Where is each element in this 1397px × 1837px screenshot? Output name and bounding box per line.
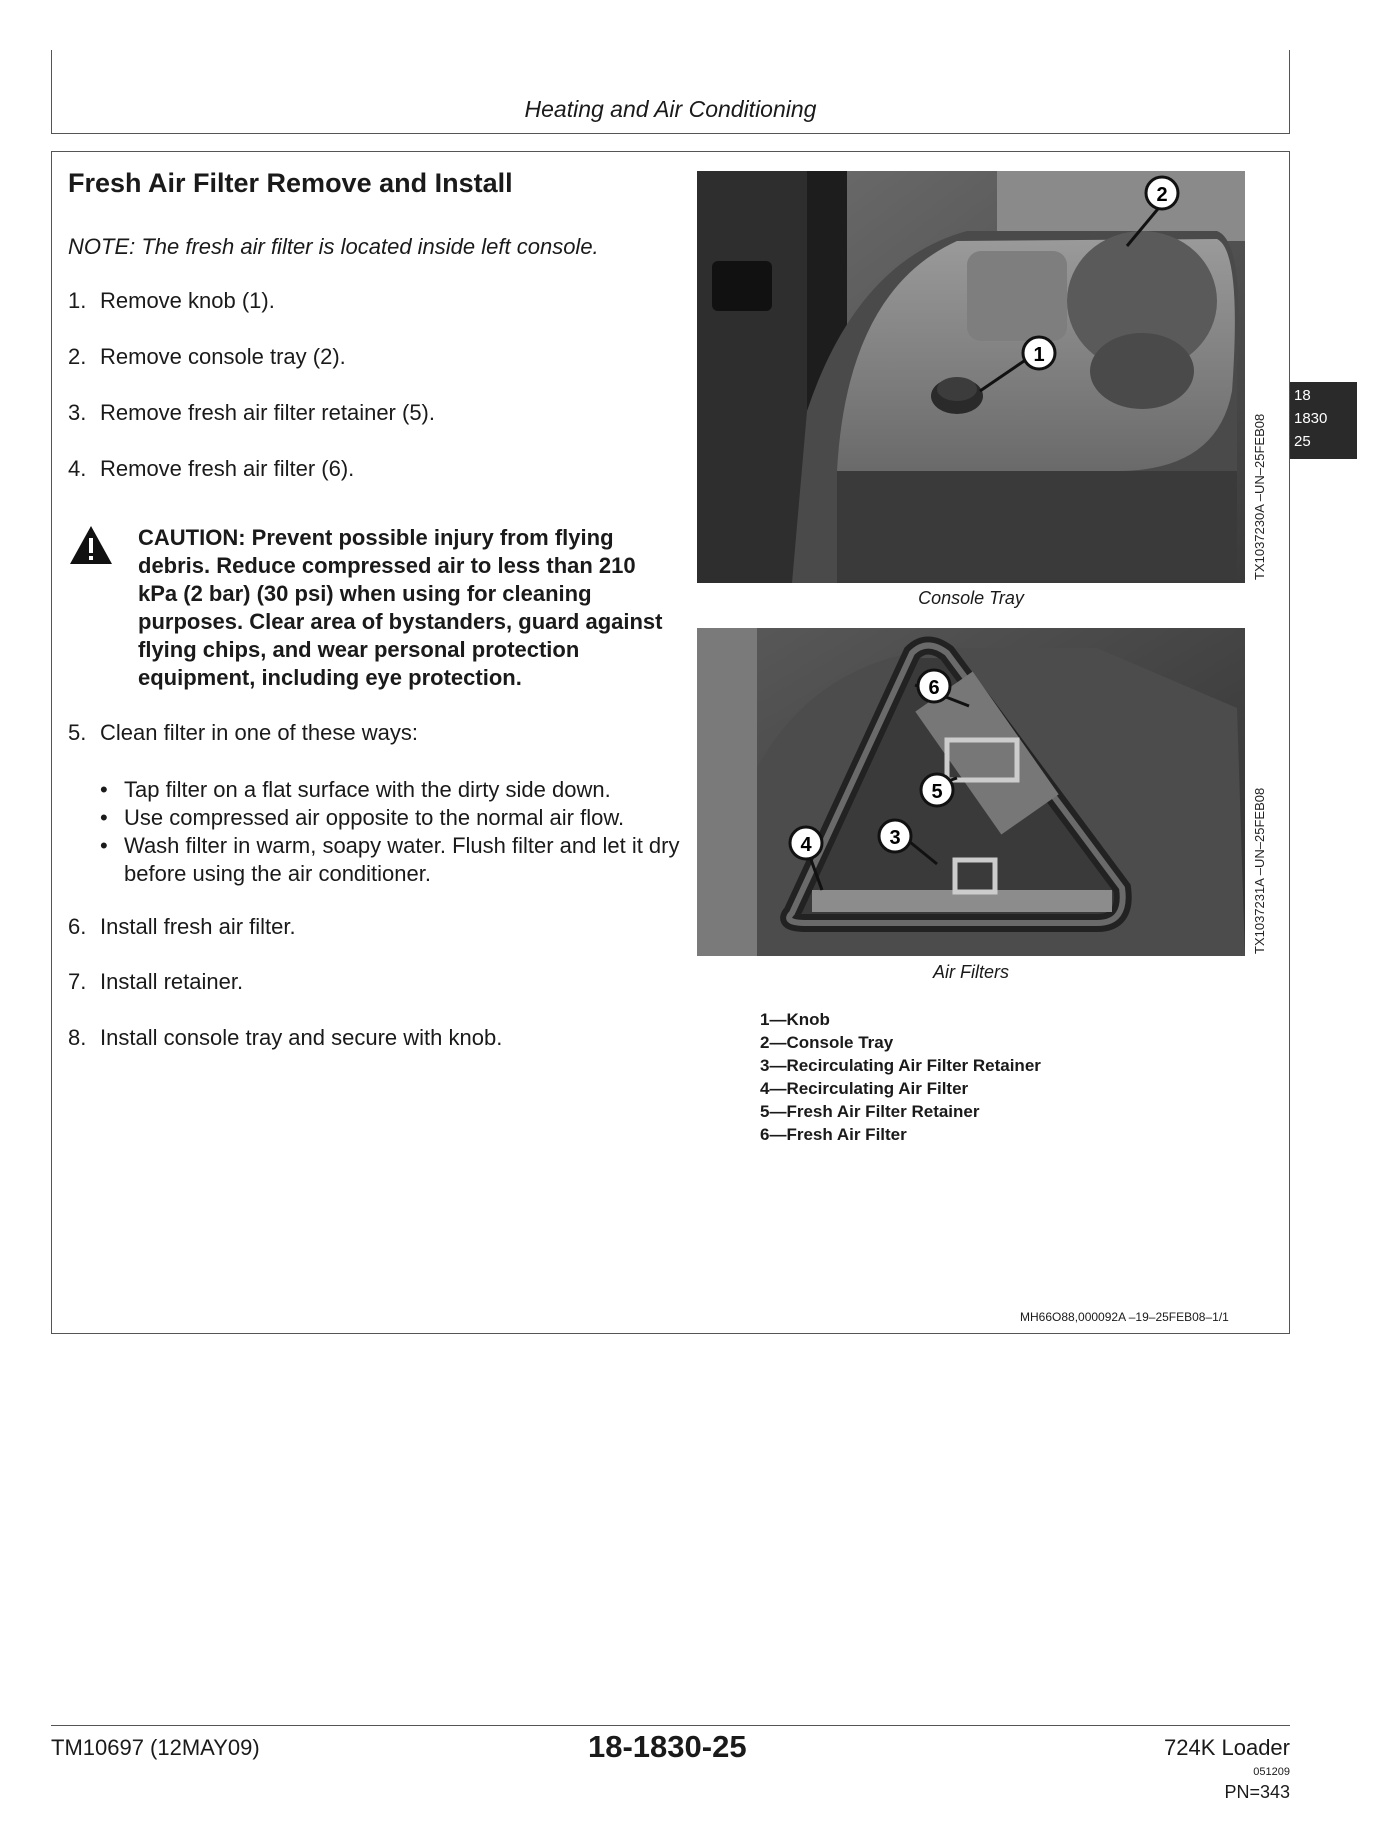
legend-item: 4—Recirculating Air Filter bbox=[760, 1079, 969, 1098]
callout-legend bbox=[760, 1008, 1041, 1146]
figure-id: TX1037231A –UN–25FEB08 bbox=[1252, 787, 1267, 954]
console-tray-photo bbox=[697, 171, 1245, 583]
step-8: 8. Install console tray and secure with knob. bbox=[68, 1025, 503, 1050]
step-1: 1. Remove knob (1). bbox=[68, 288, 275, 313]
page-number: 18-1830-25 bbox=[588, 1729, 747, 1764]
legend-item: 3—Recirculating Air Filter Retainer bbox=[760, 1056, 1041, 1075]
footer-manual-id: TM10697 (12MAY09) bbox=[51, 1735, 260, 1760]
callout-label: 6 bbox=[928, 677, 940, 699]
callout-label: 3 bbox=[889, 827, 901, 849]
figure-caption: Console Tray bbox=[918, 588, 1024, 608]
note-text: NOTE: The fresh air filter is located inside left console. bbox=[68, 234, 599, 259]
footer-date-code: 051209 bbox=[1253, 1766, 1290, 1778]
callout-label: 4 bbox=[800, 834, 812, 856]
callout-label: 1 bbox=[1033, 344, 1045, 366]
header-bottom-rule bbox=[51, 133, 1290, 134]
footer-machine: 724K Loader bbox=[1164, 1735, 1290, 1760]
step-3: 3. Remove fresh air filter retainer (5). bbox=[68, 400, 435, 425]
step-4: 4. Remove fresh air filter (6). bbox=[68, 456, 355, 481]
list-item: • Tap filter on a flat surface with the dirty side down. bbox=[100, 776, 680, 804]
reference-code: MH66O88,000092A –19–25FEB08–1/1 bbox=[1020, 1310, 1229, 1324]
list-item: • Use compressed air opposite to the normal air flow. bbox=[100, 804, 680, 832]
list-item: • Wash filter in warm, soapy water. Flush filter and let it dry before using the air conditioner. bbox=[100, 832, 680, 888]
section-tab: 18 1830 25 bbox=[1290, 382, 1357, 459]
cleaning-methods-list bbox=[100, 776, 680, 888]
section-title: Fresh Air Filter Remove and Install bbox=[68, 168, 513, 198]
air-filters-photo bbox=[697, 628, 1245, 956]
step-7: 7. Install retainer. bbox=[68, 969, 244, 994]
page-header-title: Heating and Air Conditioning bbox=[524, 96, 817, 122]
step-5: 5. Clean filter in one of these ways: bbox=[68, 720, 418, 745]
step-2: 2. Remove console tray (2). bbox=[68, 344, 346, 369]
legend-item: 1—Knob bbox=[760, 1010, 830, 1029]
callout-label: 2 bbox=[1156, 184, 1168, 206]
legend-item: 6—Fresh Air Filter bbox=[760, 1125, 907, 1144]
callout-label: 5 bbox=[931, 781, 943, 803]
figure-caption: Air Filters bbox=[933, 962, 1009, 982]
footer-pn: PN=343 bbox=[1224, 1782, 1290, 1802]
legend-item: 2—Console Tray bbox=[760, 1033, 894, 1052]
step-6: 6. Install fresh air filter. bbox=[68, 914, 296, 939]
figure-id: TX1037230A –UN–25FEB08 bbox=[1252, 413, 1267, 580]
footer-rule bbox=[51, 1725, 1290, 1726]
legend-item: 5—Fresh Air Filter Retainer bbox=[760, 1102, 980, 1121]
warning-icon bbox=[68, 524, 114, 566]
caution-text: CAUTION: Prevent possible injury from flying debris. Reduce compressed air to less than 210 kPa (2 bar) (30 psi) when using for cleaning purposes. Clear area of bystanders, guard against flying chips, and wear personal protection equipment, including eye protection. bbox=[138, 525, 663, 690]
